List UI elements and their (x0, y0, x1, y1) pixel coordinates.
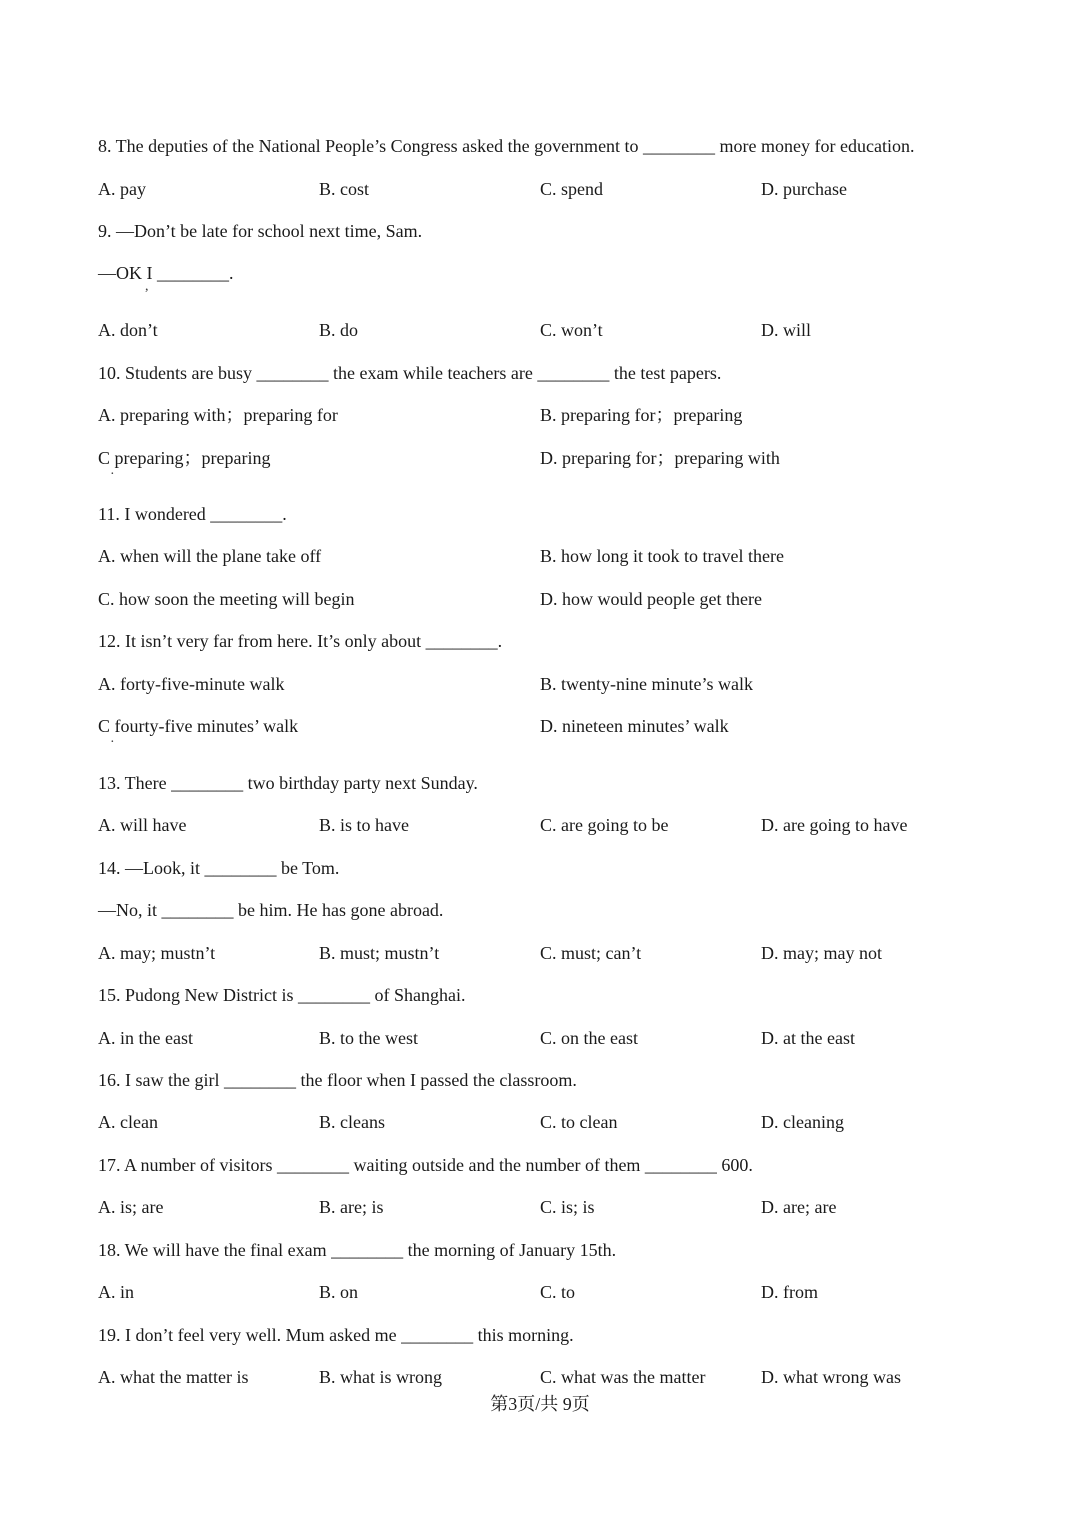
question-14-option-c: C. must; can’t (540, 943, 642, 963)
question-11-stem: 11. I wondered ________. (98, 504, 287, 524)
question-9-option-d: D. will (761, 320, 812, 340)
question-10-stem: 10. Students are busy ________ the exam while teachers are ________ the test papers. (98, 363, 722, 383)
question-8-option-d: D. purchase (761, 179, 847, 199)
question-19-stem: 19. I don’t feel very well. Mum asked me ________ this morning. (98, 1325, 574, 1345)
question-15-option-a: A. in the east (98, 1028, 193, 1048)
question-13-stem: 13. There ________ two birthday party next Sunday. (98, 773, 478, 793)
question-16-option-d: D. cleaning (761, 1112, 844, 1132)
question-12-option-d: D. nineteen minutes’ walk (540, 716, 729, 736)
stray-dot-mark: · (110, 735, 115, 750)
question-17-option-b: B. are; is (319, 1197, 384, 1217)
question-14-option-b: B. must; mustn’t (319, 943, 440, 963)
question-10-option-b: B. preparing for；preparing (540, 405, 743, 425)
question-14-reply: —No, it ________ be him. He has gone abroad. (98, 900, 444, 920)
question-16-option-b: B. cleans (319, 1112, 385, 1132)
question-16-stem: 16. I saw the girl ________ the floor when I passed the classroom. (98, 1070, 577, 1090)
question-8-option-b: B. cost (319, 179, 370, 199)
question-13-option-c: C. are going to be (540, 815, 669, 835)
question-9-stem: 9. —Don’t be late for school next time, Sam. (98, 221, 423, 241)
question-13-option-a: A. will have (98, 815, 187, 835)
question-16-option-c: C. to clean (540, 1112, 618, 1132)
question-14-option-d: D. may; may not (761, 943, 882, 963)
question-11-option-a: A. when will the plane take off (98, 546, 322, 566)
question-10-option-d: D. preparing for；preparing with (540, 448, 780, 468)
question-15-option-c: C. on the east (540, 1028, 638, 1048)
question-8-option-a: A. pay (98, 179, 146, 199)
stray-comma-mark: , (145, 279, 149, 294)
question-10-option-a: A. preparing with；preparing for (98, 405, 338, 425)
stray-dot-mark: · (110, 467, 115, 482)
question-18-option-b: B. on (319, 1282, 359, 1302)
question-19-option-d: D. what wrong was (761, 1367, 901, 1387)
question-11-option-d: D. how would people get there (540, 589, 762, 609)
question-11-option-c: C. how soon the meeting will begin (98, 589, 355, 609)
question-9-option-c: C. won’t (540, 320, 603, 340)
question-17-option-d: D. are; are (761, 1197, 837, 1217)
question-13-option-b: B. is to have (319, 815, 409, 835)
question-19-option-b: B. what is wrong (319, 1367, 442, 1387)
question-13-option-d: D. are going to have (761, 815, 908, 835)
question-19-option-a: A. what the matter is (98, 1367, 249, 1387)
question-12-option-a: A. forty-five-minute walk (98, 674, 285, 694)
question-12-option-c: C fourty-five minutes’ walk (98, 716, 299, 736)
question-8-stem: 8. The deputies of the National People’s Congress asked the government to ________ more money for education. (98, 136, 915, 156)
question-19-option-c: C. what was the matter (540, 1367, 706, 1387)
question-15-option-d: D. at the east (761, 1028, 855, 1048)
question-18-stem: 18. We will have the final exam ________ the morning of January 15th. (98, 1240, 617, 1260)
question-9-option-b: B. do (319, 320, 359, 340)
question-18-option-c: C. to (540, 1282, 576, 1302)
question-14-option-a: A. may; mustn’t (98, 943, 216, 963)
question-8-option-c: C. spend (540, 179, 603, 199)
question-17-option-a: A. is; are (98, 1197, 164, 1217)
question-18-option-d: D. from (761, 1282, 818, 1302)
question-12-option-b: B. twenty-nine minute’s walk (540, 674, 753, 694)
question-10-option-c: C preparing；preparing (98, 448, 271, 468)
question-15-option-b: B. to the west (319, 1028, 418, 1048)
question-14-stem: 14. —Look, it ________ be Tom. (98, 858, 340, 878)
question-16-option-a: A. clean (98, 1112, 158, 1132)
page-number-footer: 第3页/共 9页 (490, 1394, 590, 1414)
question-15-stem: 15. Pudong New District is ________ of Shanghai. (98, 985, 466, 1005)
question-9-option-a: A. don’t (98, 320, 158, 340)
question-12-stem: 12. It isn’t very far from here. It’s only about ________. (98, 631, 503, 651)
question-18-option-a: A. in (98, 1282, 134, 1302)
question-9-reply: —OK I ________. (98, 263, 234, 283)
question-11-option-b: B. how long it took to travel there (540, 546, 784, 566)
question-17-stem: 17. A number of visitors ________ waiting outside and the number of them ________ 600. (98, 1155, 753, 1175)
question-17-option-c: C. is; is (540, 1197, 595, 1217)
